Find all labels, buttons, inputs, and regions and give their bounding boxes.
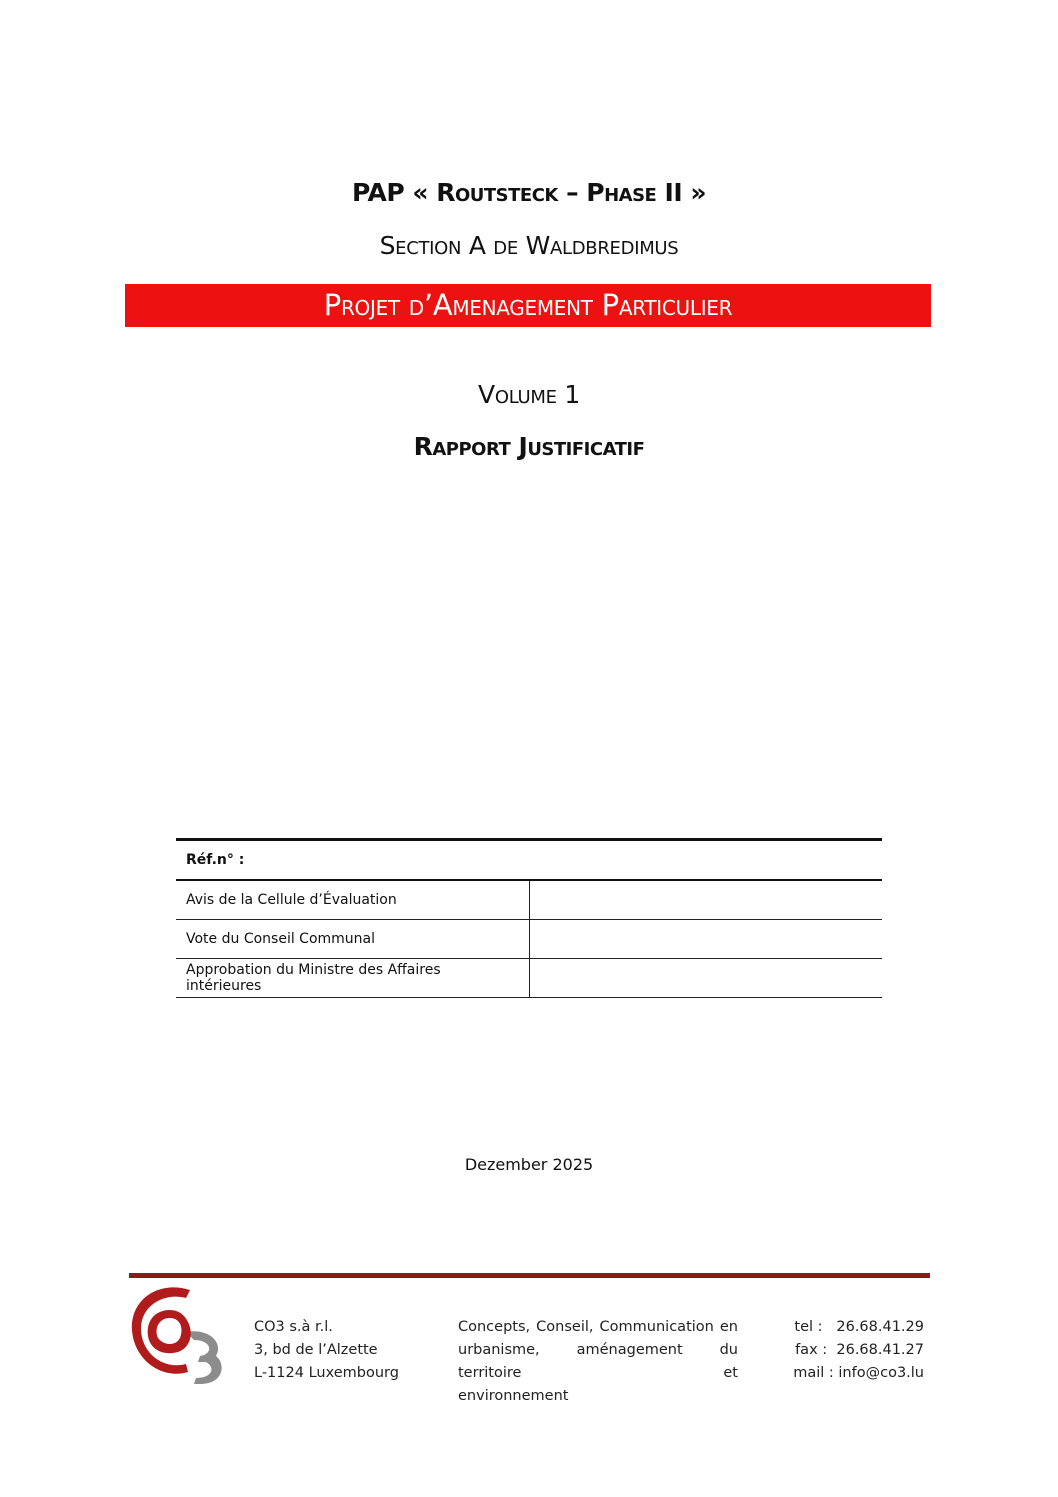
row-label: Avis de la Cellule d’Évaluation [176,880,530,920]
company-city: L-1124 Luxembourg [254,1365,399,1381]
footer-contact [780,1316,924,1385]
footer-description [458,1316,738,1408]
row-value [530,920,883,959]
description-line: Concepts, Conseil, Communication en [458,1319,738,1335]
title-banner [125,284,931,327]
table-row [176,880,882,920]
row-label: Approbation du Ministre des Affaires intérieures [176,959,530,998]
row-label: Vote du Conseil Communal [176,920,530,959]
reference-number-label: Réf.n° : [176,840,882,881]
document-section: Section A de Waldbredimus [379,231,679,260]
volume-label: Volume 1 [478,380,580,409]
footer-company [254,1316,434,1385]
table-header-row [176,840,882,881]
row-value [530,959,883,998]
co3-logo-icon [128,1280,228,1390]
document-date: Dezember 2025 [464,1155,594,1174]
company-address: 3, bd de l’Alzette [254,1342,378,1358]
company-name: CO3 s.à r.l. [254,1319,333,1335]
banner-text: Projet d’Amenagement Particulier [323,288,733,322]
table-row [176,959,882,998]
contact-fax: fax : 26.68.41.27 [795,1342,924,1358]
footer-divider [129,1273,930,1278]
row-value [530,880,883,920]
description-line: urbanisme, aménagement du territoire et [458,1342,738,1381]
contact-tel: tel : 26.68.41.29 [794,1319,924,1335]
reference-table [176,838,882,998]
table-row [176,920,882,959]
document-title: PAP « Routsteck – Phase II » [351,178,707,207]
report-title: Rapport Justificatif [413,432,645,461]
description-line: environnement [458,1388,569,1404]
contact-mail[interactable]: mail : info@co3.lu [793,1365,924,1381]
